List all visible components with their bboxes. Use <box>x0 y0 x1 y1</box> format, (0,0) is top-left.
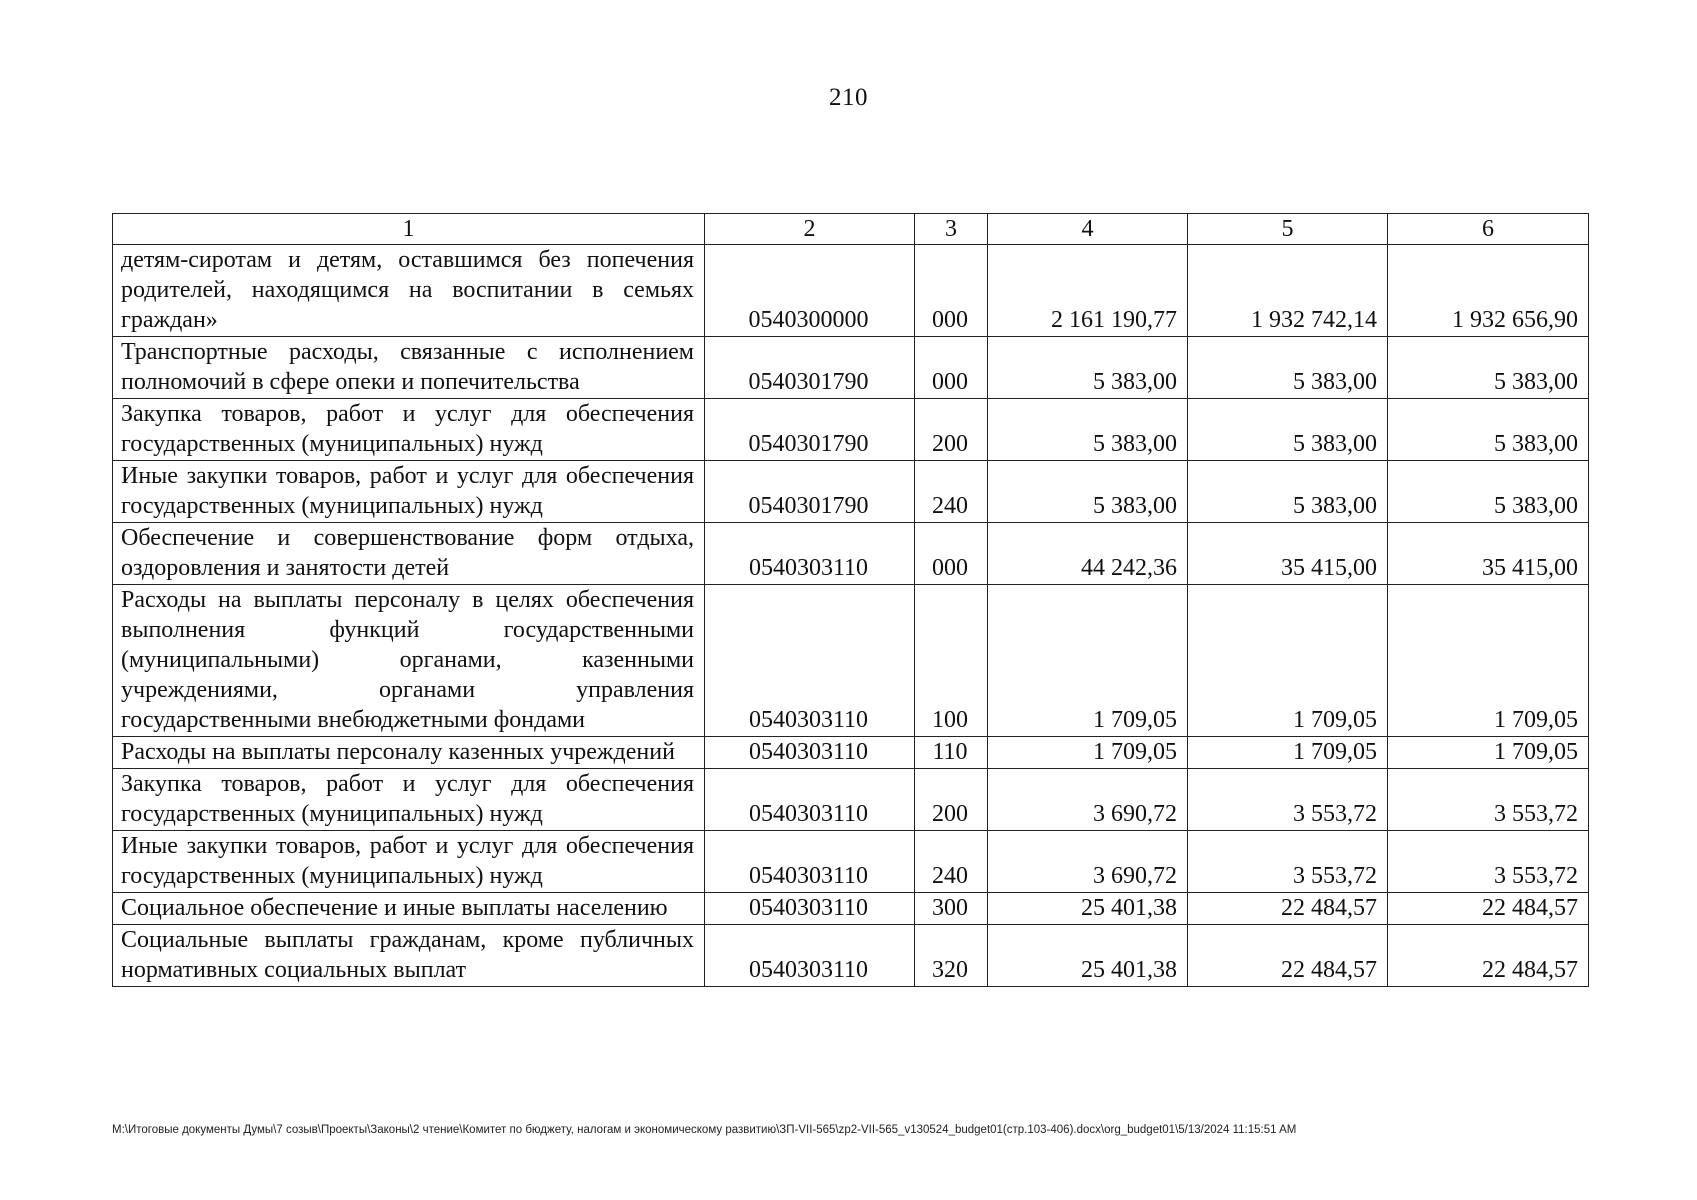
row-value-col5: 5 383,00 <box>1188 461 1388 523</box>
row-code: 0540301790 <box>705 337 915 399</box>
page-number: 210 <box>829 84 868 111</box>
row-type: 200 <box>915 769 988 831</box>
row-value-col5: 1 709,05 <box>1188 585 1388 737</box>
table-row <box>113 925 1589 987</box>
table-row <box>113 245 1589 337</box>
column-header: 3 <box>915 214 988 245</box>
row-value-col4: 5 383,00 <box>988 399 1188 461</box>
column-header: 5 <box>1188 214 1388 245</box>
row-value-col6: 3 553,72 <box>1388 769 1589 831</box>
row-name: Иные закупки товаров, работ и услуг для обеспечения государственных (муниципальных) нужд <box>113 461 705 523</box>
row-name: Обеспечение и совершенствование форм отдыха, оздоровления и занятости детей <box>113 523 705 585</box>
row-type: 100 <box>915 585 988 737</box>
table-row <box>113 893 1589 925</box>
row-value-col5: 35 415,00 <box>1188 523 1388 585</box>
table-row <box>113 737 1589 769</box>
row-name: Социальные выплаты гражданам, кроме публичных нормативных социальных выплат <box>113 925 705 987</box>
row-value-col5: 5 383,00 <box>1188 399 1388 461</box>
table-row <box>113 585 1589 737</box>
row-name: Социальное обеспечение и иные выплаты населению <box>113 893 705 925</box>
row-value-col6: 1 709,05 <box>1388 585 1589 737</box>
row-code: 0540303110 <box>705 769 915 831</box>
row-value-col4: 1 709,05 <box>988 737 1188 769</box>
column-header: 2 <box>705 214 915 245</box>
row-type: 240 <box>915 461 988 523</box>
row-code: 0540303110 <box>705 585 915 737</box>
row-value-col5: 3 553,72 <box>1188 831 1388 893</box>
row-value-col5: 5 383,00 <box>1188 337 1388 399</box>
row-value-col5: 1 932 742,14 <box>1188 245 1388 337</box>
row-code: 0540301790 <box>705 461 915 523</box>
row-name: Закупка товаров, работ и услуг для обеспечения государственных (муниципальных) нужд <box>113 769 705 831</box>
table-row <box>113 523 1589 585</box>
budget-table <box>112 213 1589 987</box>
row-value-col4: 25 401,38 <box>988 893 1188 925</box>
row-name: Транспортные расходы, связанные с исполнением полномочий в сфере опеки и попечительства <box>113 337 705 399</box>
row-value-col4: 25 401,38 <box>988 925 1188 987</box>
row-code: 0540300000 <box>705 245 915 337</box>
row-value-col5: 22 484,57 <box>1188 893 1388 925</box>
table-row <box>113 399 1589 461</box>
row-value-col6: 35 415,00 <box>1388 523 1589 585</box>
row-type: 000 <box>915 523 988 585</box>
row-value-col5: 3 553,72 <box>1188 769 1388 831</box>
column-header: 1 <box>113 214 705 245</box>
row-value-col5: 22 484,57 <box>1188 925 1388 987</box>
row-value-col4: 5 383,00 <box>988 461 1188 523</box>
row-type: 110 <box>915 737 988 769</box>
row-code: 0540303110 <box>705 831 915 893</box>
document-file-path: M:\Итоговые документы Думы\7 созыв\Проекты\Законы\2 чтение\Комитет по бюджету, налогам и экономическому развитию\ЗП-VII-565\zp2-VII-565_v130524_budget01(стр.103-406).docx\org_budget01\5/13/2024 11:15:51 AM <box>112 1124 1297 1136</box>
row-value-col5: 1 709,05 <box>1188 737 1388 769</box>
row-value-col6: 5 383,00 <box>1388 461 1589 523</box>
table-row <box>113 769 1589 831</box>
row-value-col6: 1 709,05 <box>1388 737 1589 769</box>
row-name: детям-сиротам и детям, оставшимся без попечения родителей, находящимся на воспитании в семьях граждан» <box>113 245 705 337</box>
row-value-col4: 1 709,05 <box>988 585 1188 737</box>
row-name: Расходы на выплаты персоналу казенных учреждений <box>113 737 705 769</box>
row-type: 320 <box>915 925 988 987</box>
row-value-col4: 5 383,00 <box>988 337 1188 399</box>
row-type: 000 <box>915 337 988 399</box>
row-value-col4: 3 690,72 <box>988 769 1188 831</box>
row-value-col4: 44 242,36 <box>988 523 1188 585</box>
row-type: 200 <box>915 399 988 461</box>
row-type: 000 <box>915 245 988 337</box>
row-code: 0540303110 <box>705 737 915 769</box>
row-value-col6: 3 553,72 <box>1388 831 1589 893</box>
row-value-col4: 2 161 190,77 <box>988 245 1188 337</box>
row-code: 0540303110 <box>705 893 915 925</box>
row-value-col6: 22 484,57 <box>1388 925 1589 987</box>
row-code: 0540303110 <box>705 523 915 585</box>
table-row <box>113 831 1589 893</box>
row-value-col6: 1 932 656,90 <box>1388 245 1589 337</box>
row-name: Закупка товаров, работ и услуг для обеспечения государственных (муниципальных) нужд <box>113 399 705 461</box>
table-row <box>113 461 1589 523</box>
row-value-col6: 5 383,00 <box>1388 337 1589 399</box>
row-name: Иные закупки товаров, работ и услуг для обеспечения государственных (муниципальных) нужд <box>113 831 705 893</box>
row-value-col6: 5 383,00 <box>1388 399 1589 461</box>
row-type: 300 <box>915 893 988 925</box>
row-type: 240 <box>915 831 988 893</box>
row-value-col6: 22 484,57 <box>1388 893 1589 925</box>
row-value-col4: 3 690,72 <box>988 831 1188 893</box>
table-row <box>113 337 1589 399</box>
table-header-row <box>113 214 1589 245</box>
row-code: 0540301790 <box>705 399 915 461</box>
row-name: Расходы на выплаты персоналу в целях обеспечения выполнения функций государственными (муниципальными) органами, казенными учреждениями, органами управления государственными внебюджетными фондами <box>113 585 705 737</box>
row-code: 0540303110 <box>705 925 915 987</box>
column-header: 6 <box>1388 214 1589 245</box>
column-header: 4 <box>988 214 1188 245</box>
